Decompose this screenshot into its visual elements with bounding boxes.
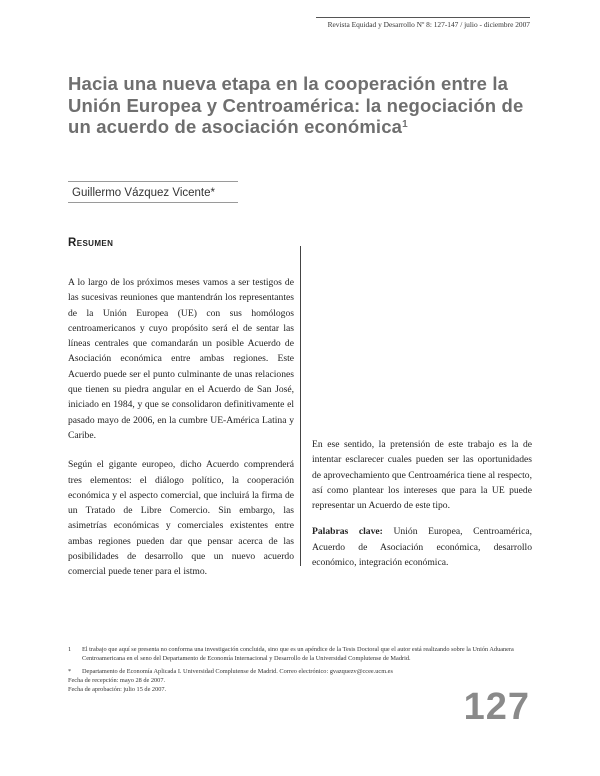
column-divider [300,246,301,566]
footnote-2 [68,667,533,676]
footnote-1-marker: 1 [68,646,72,653]
approved-date: Fecha de aprobación: julio 15 de 2007. [68,686,167,693]
author-name: Guillermo Vázquez Vicente* [68,181,238,203]
abstract-paragraph-3: En ese sentido, la pretensión de este trabajo es la de intentar esclarecer cuales pueden ser las oportunidades de aprovechamiento que Centroamérica tiene al respecto, así como plantear los intereses que para la UE puede representar un Acuerdo de este tipo. [312,439,532,512]
received-date: Fecha de recepción: mayo 28 de 2007. [68,677,166,684]
header-rule [316,17,530,18]
footnote-1-text: El trabajo que aquí se presenta no conforma una investigación concluida, sino que es un apéndice de la Tesis Doctoral que el autor está realizando sobre la Unión Aduanera Centroamericana en el seno del Departamento de Economía Internacional y Desarrollo de la Universidad Complutense de Madrid. [82,646,514,662]
footnote-2-text: Departamento de Economía Aplicada I. Universidad Complutense de Madrid. Correo electrónico: gvazquezv@ccee.ucm.es [82,668,393,675]
title-footnote-marker: 1 [402,119,408,130]
abstract-heading: Resumen [68,237,114,249]
abstract-left-column [68,275,294,594]
abstract-paragraph-1: A lo largo de los próximos meses vamos a ser testigos de las sucesivas reuniones que mantendrán los representantes de la Unión Europea (UE) con sus homólogos centroamericanos y cuyo propósito será el de sentar las líneas centrales que comandarán un posible Acuerdo de Asociación económica entre ambas regiones. Este Acuerdo puede ser el punto culminante de unas relaciones que tienen su piedra angular en el Acuerdo de San José, iniciado en 1984, y que se consolidaron definitivamente el pasado mayo de 2006, en la cumbre UE-América Latina y Caribe. [68,277,294,441]
article-title [68,73,538,138]
article-title-text: Hacia una nueva etapa en la cooperación entre la Unión Europea y Centroamérica: la negociación de un acuerdo de asociación económica [68,73,524,137]
page-number: 127 [463,686,530,728]
journal-header: Revista Equidad y Desarrollo Nº 8: 127-147 / julio - diciembre 2007 [327,20,530,29]
abstract-paragraph-2: Según el gigante europeo, dicho Acuerdo comprenderá tres elementos: el diálogo político, la cooperación económica y el aspecto comercial, que incluirá la firma de un Tratado de Libre Comercio. Sin embargo, las asimetrías económicas y comerciales existentes entre ambas regiones pueden dar que pensar acerca de las posibilidades de desarrollo que un nuevo acuerdo comercial puede tener para el istmo. [68,459,294,578]
keywords-label: Palabras clave: [312,526,383,538]
abstract-right-column [312,437,532,581]
keywords-text: Unión Europea, Centroamérica, Acuerdo de Asociación económica, desarrollo económico, integración económica. [312,526,532,569]
keywords [312,524,532,570]
footnote-1 [68,645,533,663]
footnote-2-marker: * [68,668,72,675]
